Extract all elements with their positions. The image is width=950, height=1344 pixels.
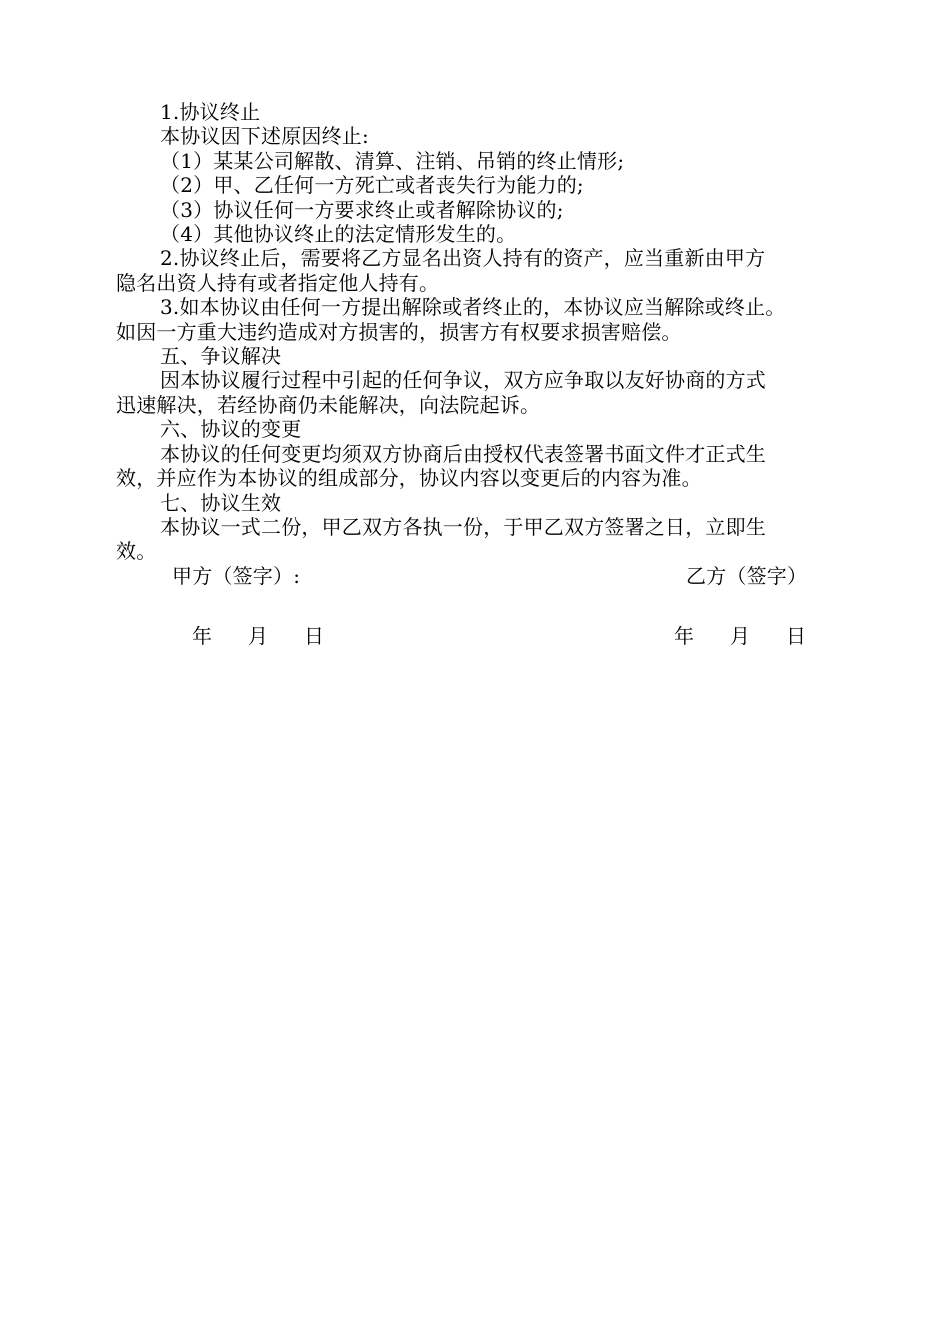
party-a-date <box>192 624 324 648</box>
signature-row <box>116 564 840 588</box>
section-heading: 六、协议的变更 <box>160 417 302 442</box>
paragraph-line: 因本协议履行过程中引起的任何争议，双方应争取以友好协商的方式 <box>160 368 766 393</box>
list-item: （1）某某公司解散、清算、注销、吊销的终止情形; <box>160 148 625 173</box>
section-heading: 五、争议解决 <box>160 344 282 369</box>
clause-title-termination: 1.协议终止 <box>160 100 261 124</box>
day-label: 日 <box>786 624 807 648</box>
section-heading: 七、协议生效 <box>160 490 282 515</box>
paragraph-line: 本协议因下述原因终止: <box>160 124 369 149</box>
party-b-signature-label: 乙方（签字） <box>686 563 808 588</box>
month-label: 月 <box>730 624 751 648</box>
paragraph-line: 迅速解决，若经协商仍未能解决，向法院起诉。 <box>116 392 541 417</box>
list-item: （2）甲、乙任何一方死亡或者丧失行为能力的; <box>160 173 584 198</box>
paragraph-line: 3.如本协议由任何一方提出解除或者终止的，本协议应当解除或终止。 <box>160 295 786 320</box>
paragraph-line: 本协议一式二份，甲乙双方各执一份，于甲乙双方签署之日，立即生 <box>160 514 766 539</box>
day-label: 日 <box>304 624 325 648</box>
document-page <box>116 100 840 648</box>
paragraph-line: 效。 <box>116 539 157 564</box>
party-a-signature-label: 甲方（签字）: <box>172 563 301 588</box>
paragraph-line: 隐名出资人持有或者指定他人持有。 <box>116 270 440 295</box>
month-label: 月 <box>248 624 269 648</box>
year-label: 年 <box>674 624 695 648</box>
paragraph-line: 本协议的任何变更均须双方协商后由授权代表签署书面文件才正式生 <box>160 441 766 466</box>
party-b-date <box>674 624 806 648</box>
list-item: （3）协议任何一方要求终止或者解除协议的; <box>160 197 564 222</box>
list-item: （4）其他协议终止的法定情形发生的。 <box>160 222 517 247</box>
year-label: 年 <box>192 624 213 648</box>
paragraph-line: 效，并应作为本协议的组成部分，协议内容以变更后的内容为准。 <box>116 466 702 491</box>
paragraph-line: 如因一方重大违约造成对方损害的，损害方有权要求损害赔偿。 <box>116 319 682 344</box>
date-row <box>116 624 840 648</box>
paragraph-line: 2.协议终止后，需要将乙方显名出资人持有的资产，应当重新由甲方 <box>160 246 766 271</box>
